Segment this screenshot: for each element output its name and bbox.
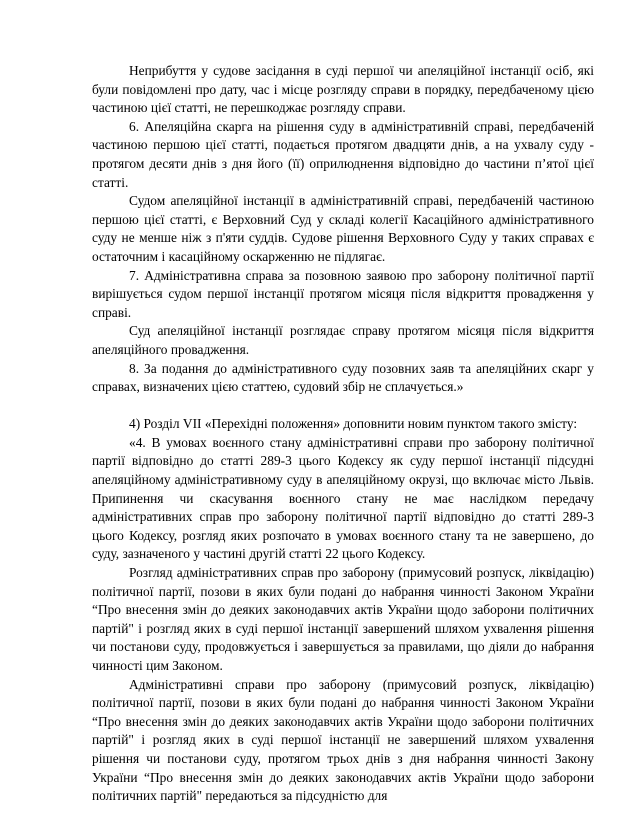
paragraph-absence-of-parties: Неприбуття у судове засідання в суді першої чи апеляційної інстанції осіб, які були повідомлені про дату, час і місце розгляду справи в порядку, передбаченому цією частиною цієї статті, не перешкоджає розгляду справи. <box>92 63 594 116</box>
paragraph-section-vii-amendment: 4) Розділ VII «Перехідні положення» доповнити новим пунктом такого змісту: <box>129 416 578 432</box>
paragraph-appeal-term: Суд апеляційної інстанції розглядає справу протягом місяця після відкриття апеляційного провадження. <box>92 323 594 357</box>
paragraph-gap <box>92 397 594 416</box>
document-page <box>92 62 594 806</box>
paragraph-appeal-court-composition: Судом апеляційної інстанції в адміністративній справі, передбаченій частиною першою цієї статті, є Верховний Суд у складі колегії Касаційного адміністративного суду не менше ніж з п'яти суддів. Судове рішення Верховного Суду у таких справах є остаточним і касаційному оскарженню не підлягає. <box>92 193 594 264</box>
paragraph-item-6-appeal-deadline: 6. Апеляційна скарга на рішення суду в адміністративній справі, передбаченій частиною першою цієї статті, подається протягом двадцяти днів, а на ухвалу суду - протягом десяти днів з дня його (її) оприлюднення відповідно до частини п’ятої цієї статті. <box>92 118 594 190</box>
paragraph-item-8-court-fee: 8. За подання до адміністративного суду позовних заяв та апеляційних скарг у справах, визначених цією статтею, судовий збір не сплачується.» <box>92 360 594 395</box>
paragraph-pending-cases-completed: Розгляд адміністративних справ про заборону (примусовий розпуск, ліквідацію) політичної партії, позови в яких були подані до набрання чинності Законом України “Про внесення змін до деяких законодавчих актів України щодо заборони політичних партій" і розгляд яких в суді першої інстанції завершений шляхом ухвалення рішення чи постанови суду, продовжується і завершується за правилами, що діяли до набрання чинності цим Законом. <box>92 565 594 673</box>
paragraph-pending-cases-transfer: Адміністративні справи про заборону (примусовий розпуск, ліквідацію) політичної партії, позови в яких були подані до набрання чинності Законом України “Про внесення змін до деяких законодавчих актів України щодо заборони політичних партій" і розгляд яких в суді першої інстанції не завершений шляхом ухвалення рішення чи постанови суду, протягом трьох днів з дня набрання чинності Закону України “Про внесення змін до деяких законодавчих актів України щодо заборони політичних партій" передаються за підсудністю для <box>92 676 594 804</box>
paragraph-point-4-martial-law: «4. В умовах воєнного стану адміністративні справи про заборону політичної партії відповідно до статті 289-3 цього Кодексу як суду першої інстанції підсудні апеляційному адміністративному суду в апеляційному окрузі, що включає місто Львів. Припинення чи скасування воєнного стану не має наслідком передачу адміністративних справ про заборону політичної партії відповідно до статті 289-3 цього Кодексу, розгляд яких розпочато в умовах воєнного стану та не завершено, до суду, зазначеного у частині другій статті 22 цього Кодексу. <box>92 434 594 562</box>
paragraph-item-7-first-instance-term: 7. Адміністративна справа за позовною заявою про заборону політичної партії вирішується судом першої інстанції протягом місяця після відкриття провадження у справі. <box>92 267 594 320</box>
